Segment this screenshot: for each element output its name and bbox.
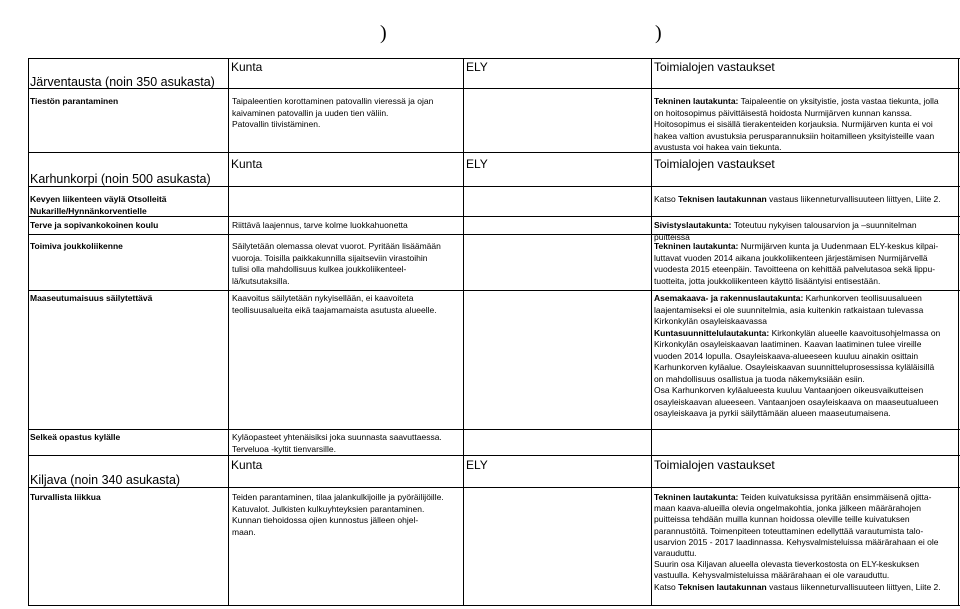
row-divider: [28, 186, 960, 187]
kunta-cell: Kyläopasteet yhtenäisiksi joka suunnasta saavuttaessa. Terveluoa -kyltit tienvarsille.: [232, 432, 442, 454]
kunta-cell: Säilytetään olemassa olevat vuorot. Pyritään lisäämään vuoroja. Toisilla paikkakunnilla sijaitseviin virastoihin tulisi olla mahdollisuus kulkea joukkoliikenteel- lä/kutsutaksilla.: [232, 241, 441, 286]
row-divider: [28, 455, 960, 456]
vastaus-cell: Tekninen lautakunta: Nurmijärven kunta ja Uudenmaan ELY-keskus kilpai- luttavat vuoden 2014 aikana joukkoliikenteen järjestämisen Nurmijärvellä vuodesta 2015 eteenpäin. Tavoitteena on kehittää palvelutasoa sekä lippu- tuotteita, jotta joukkoliikenteen käyttö lisääntyisi entisestään.: [654, 241, 939, 286]
kunta-cell: Kaavoitus säilytetään nykyisellään, ei kaavoiteta teollisuusalueita eikä taajamamaista asutusta alueelle.: [232, 293, 437, 315]
column-header-ely: ELY: [466, 458, 488, 472]
area-title-kiljava: Kiljava (noin 340 asukasta): [30, 473, 181, 487]
row-label-opastus: Selkeä opastus kylälle: [30, 432, 121, 442]
row-label-turvallista-liikkua: Turvallista liikkua: [30, 492, 101, 502]
vastaus-cell: Tekninen lautakunta: Taipaleentie on yksityistie, josta vastaa tiekunta, jolla on hoitosopimus päivittäisestä hoidosta Nurmijärven kunnan kanssa. Hoitosopimus ei sisällä tierakenteiden korjauksia. Nurmijärven kunta ei voi hakea valtion avustuksia perusparannuksiin hoitamilleen yksityisteille vaan avustusta voi hakea vain tiekunta.: [654, 96, 939, 152]
kunta-cell: Taipaleentien korottaminen patovallin vieressä ja ojan kaivaminen patovallin ja uuden tien väliin. Patovallin tiivistäminen.: [232, 96, 434, 129]
table-top-border: [28, 58, 960, 59]
kunta-cell: Riittävä laajennus, tarve kolme luokkahuonetta: [232, 220, 408, 230]
column-header-kunta: Kunta: [231, 458, 263, 472]
paren-right: ): [655, 22, 662, 44]
row-divider: [28, 429, 960, 430]
table-bottom-border: [28, 605, 960, 606]
col-divider-kunta: [228, 58, 229, 605]
column-header-toimialojen-vastaukset: Toimialojen vastaukset: [654, 60, 775, 74]
vastaus-cell: Sivistyslautakunta: Toteutuu nykyisen talousarvion ja –suunnitelman puitteissa: [654, 220, 917, 242]
row-label-kevyen-liikenteen-vayla: Kevyen liikenteen väylä Otsolleitä Nukarille/Hynnänkorventielle: [30, 194, 167, 216]
row-label-tieston-parantaminen: Tiestön parantaminen: [30, 96, 119, 106]
kunta-cell: Teiden parantaminen, tilaa jalankulkijoille ja pyöräilijöille. Katuvalot. Julkisten kulkuyhteyksien parantaminen. Kunnan tiehoidossa ojien kunnostus jälleen ohjel- maan.: [232, 492, 444, 537]
col-divider-vastaukset: [651, 58, 652, 605]
area-title-jarventausta: Järventausta (noin 350 asukasta): [30, 75, 215, 89]
column-header-toimialojen-vastaukset: Toimialojen vastaukset: [654, 157, 775, 171]
vastaus-cell: Asemakaava- ja rakennuslautakunta: Karhunkorven teollisuusalueen laajentamiseksi ei ole suunnitelmia, asia kuitenkin ratkaistaan tulevassa Kirkonkylän osayleiskaavassa Kuntasuunnittelulautakunta: Kirkonkylän alueelle kaavoitusohjelmassa on Kirkonkylän osayleiskaavan laatiminen. Kaavan laatiminen tulee vireille vuoden 2014 lopulla. Osayleiskaava-alueeseen kuuluu ainakin osittain Karhunkorven kyläalue. Osayleiskaavan suunnitteluprosessissa kyläläisillä on mahdollisuus osallistua ja tuoda näkemyksiään esiin. Osa Karhunkorven kyläalueesta kuuluu Vantaanjoen oikeusvaikutteisen osayleiskaavan alueeseen. Vantaanjoen osayleiskaava on maaseutualueen osayleiskaava ja pyrkii säilyttämään alueen maaseutumaisena.: [654, 293, 941, 418]
column-header-ely: ELY: [466, 157, 488, 171]
col-divider-ely: [463, 58, 464, 605]
table-left-border: [28, 58, 29, 605]
row-divider: [28, 487, 960, 488]
vastaus-cell: Katso Teknisen lautakunnan vastaus liikenneturvallisuuteen liittyen, Liite 2.: [654, 194, 941, 204]
table-right-border: [958, 58, 959, 605]
vastaus-cell: Tekninen lautakunta: Teiden kuivatuksissa pyritään ensimmäisenä ojitta- maan kaava-alueilla olevia ongelmakohtia, jonka jälkeen määrärahojen puitteissa tehdään muilla kunnan hoidossa oleville teille kuivatuksen parannustöitä. Toimenpiteen toteuttaminen edellyttää varautumista talo- usarvion 2015 - 2017 laadinnassa. Kehysvalmisteluissa määrärahaan ei ole varauduttu. Suurin osa Kiljavan alueella olevasta tieverkostosta on ELY-keskuksen vastuulla. Kehysvalmisteluissa määrärahaan ei ole varauduttu. Katso Teknisen lautakunnan vastaus liikenneturvallisuuteen liittyen, Liite 2.: [654, 492, 941, 592]
column-header-ely: ELY: [466, 60, 488, 74]
row-label-maaseutumaisuus: Maaseutumaisuus säilytettävä: [30, 293, 153, 303]
column-header-kunta: Kunta: [231, 60, 263, 74]
row-divider: [28, 290, 960, 291]
paren-left: ): [380, 22, 387, 44]
row-divider: [28, 216, 960, 217]
area-title-karhunkorpi: Karhunkorpi (noin 500 asukasta): [30, 172, 211, 186]
row-label-koulu: Terve ja sopivankokoinen koulu: [30, 220, 159, 230]
column-header-kunta: Kunta: [231, 157, 263, 171]
column-header-toimialojen-vastaukset: Toimialojen vastaukset: [654, 458, 775, 472]
row-label-joukkoliikenne: Toimiva joukkoliikenne: [30, 241, 123, 251]
